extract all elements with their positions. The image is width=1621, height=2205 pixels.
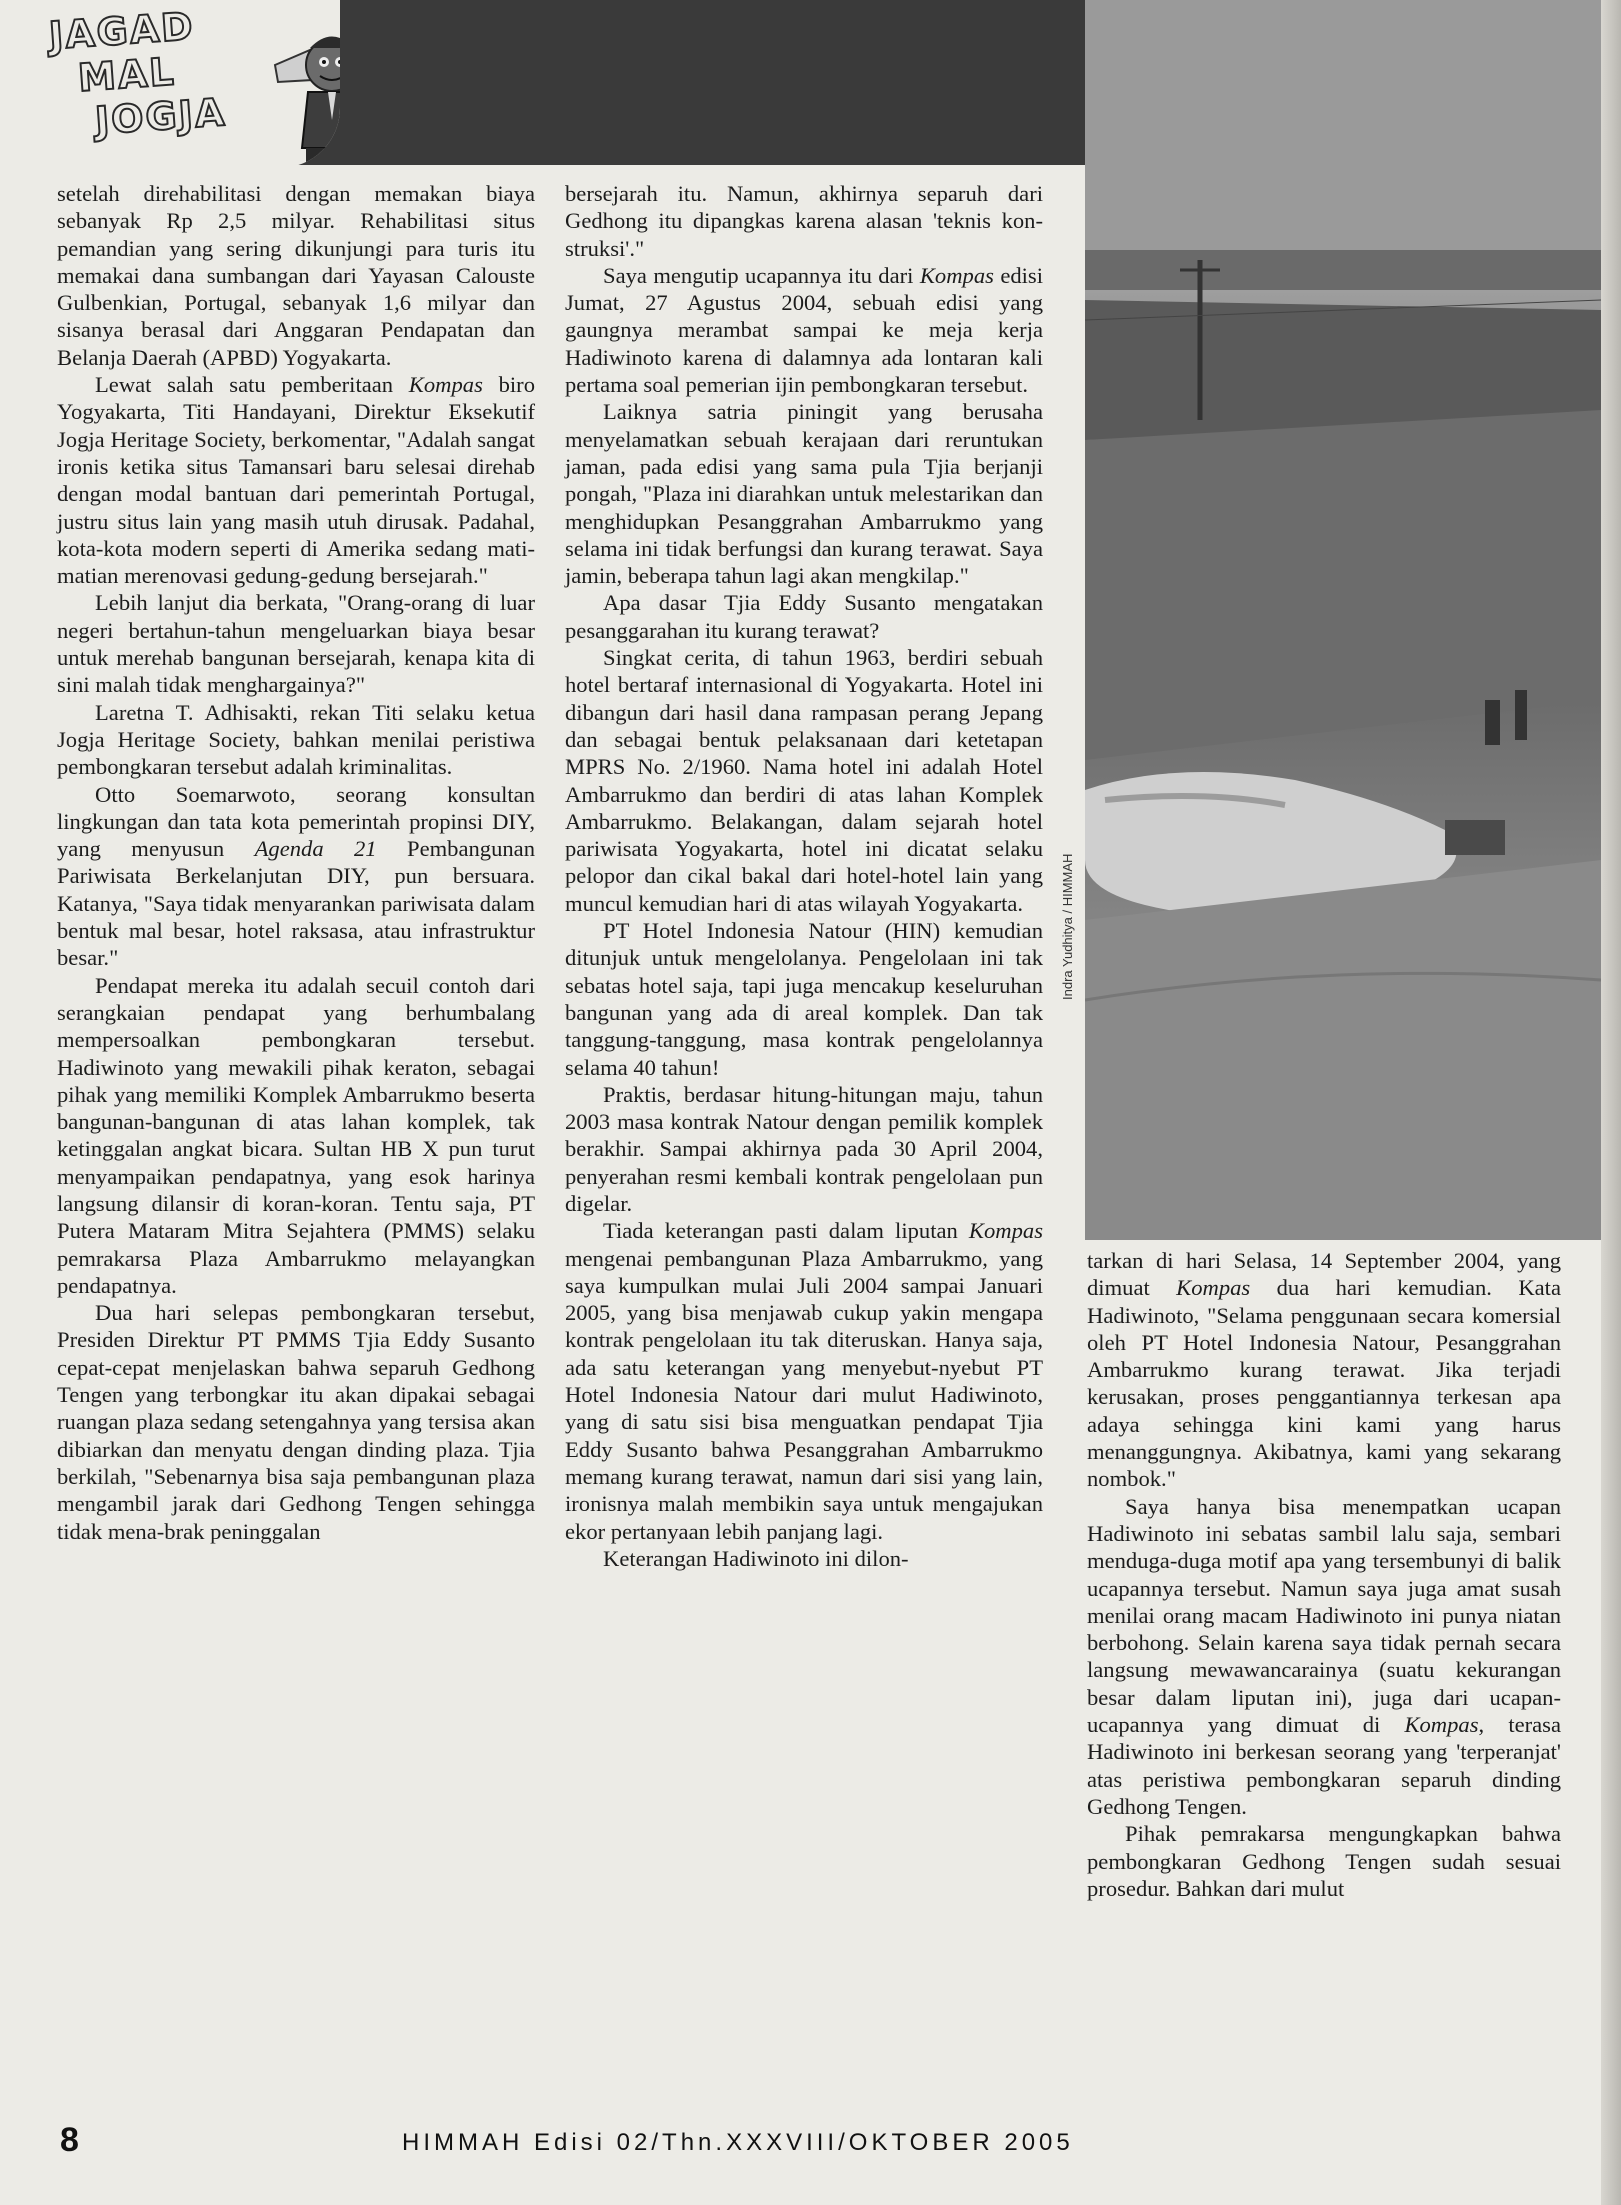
text-run: Laretna T. Adhisakti, rekan Titi selaku ketua Jogja Heritage Society, bahkan menilai peristiwa pembongkaran tersebut adalah kriminalitas.: [57, 699, 535, 780]
text-run: Laiknya satria piningit yang berusaha menyelamatkan sebuah kerajaan dari reruntukan jaman, pada edisi yang sama pula Tjia berjanji pongah, "Plaza ini diarahkan untuk melestarikan dan menghidupkan Pesanggrahan Ambarrukmo yang selama ini tidak berfungsi dan kurang terawat. Saya jamin, beberapa tahun lagi akan mengkilap.": [565, 399, 1043, 589]
text-run: Lebih lanjut dia berkata, "Orang-orang di luar negeri bertahun-tahun mengeluarkan biaya besar untuk merehab bangunan bersejarah, kenapa kita di sini malah tidak menghargainya?": [57, 590, 535, 698]
article-paragraph: [57, 781, 535, 972]
article-paragraph: [1087, 1247, 1561, 1493]
article-paragraph: [57, 699, 535, 781]
text-run: Lewat salah satu pemberitaan: [95, 372, 409, 398]
text-run: , terasa Hadiwinoto ini berkesan seorang yang 'terperanjat' atas peristiwa pembongkaran separuh dinding Gedhong Tengen.: [1087, 1712, 1561, 1819]
text-run: Keterangan Hadiwinoto ini dilon-: [603, 1545, 909, 1571]
article-paragraph: [565, 644, 1043, 917]
page-number: 8: [60, 2121, 79, 2159]
article-paragraph: [565, 917, 1043, 1081]
article-column-3: [1087, 1247, 1561, 1902]
article-paragraph: [565, 1217, 1043, 1545]
article-paragraph: [565, 589, 1043, 644]
section-logo-text: [48, 2, 228, 146]
text-run: Dua hari selepas pembongkaran tersebut, Presiden Direktur PT PMMS Tjia Eddy Susanto cepat-cepat menjelaskan bahwa separuh Gedhong Tengen yang terbongkar itu akan dipakai sebagai ruangan plaza sedang setengahnya yang tersisa akan dibiarkan dan menyatu dengan dinding plaza. Tjia berkilah, "Sebenarnya bisa saja pembangunan plaza mengambil jarak dari Gedhong Tengen sehingga tidak mena-brak peninggalan: [57, 1300, 535, 1544]
article-paragraph: [57, 589, 535, 698]
text-run: tarkan di hari Selasa, 14 September 2004, yang dimuat: [1087, 1248, 1561, 1301]
italic-run: Kompas: [1404, 1712, 1479, 1738]
photo-credit: Indra Yudhitya / HIMMAH: [1060, 853, 1075, 1000]
text-run: Otto Soemarwoto, seorang konsultan lingkungan dan tata kota pemerintah propinsi DIY, yang menyusun: [57, 781, 535, 862]
text-run: setelah direhabilitasi dengan memakan biaya sebanyak Rp 2,5 milyar. Rehabilitasi situs pemandian yang sering dikunjungi para turis itu memakai dana sumbangan dari Yayasan Calouste Gulbenkian, Portugal, sebanyak 1,6 milyar dan sisanya berasal dari Anggaran Pendapatan dan Belanja Daerah (APBD) Yogyakarta.: [57, 181, 535, 370]
logo-line: JAGAD: [47, 3, 197, 59]
article-column-1: [57, 180, 535, 1545]
article-paragraph: [565, 1545, 1043, 1572]
mascot-illustration: [270, 20, 340, 168]
article-paragraph: [565, 262, 1043, 398]
article-paragraph: [57, 371, 535, 589]
page-edge: [1601, 0, 1621, 2205]
section-logo: [0, 0, 340, 168]
text-run: PT Hotel Indonesia Natour (HIN) kemudian ditunjuk untuk mengelolanya. Pengelolaan ini tak sebatas hotel saja, tapi juga mencakup keseluruhan bangunan yang ada di areal komplek. Dan tak tanggung-tanggung, masa kontrak pengelolannya selama 40 tahun!: [565, 918, 1043, 1080]
page-footer: [0, 2115, 1601, 2175]
text-run: Pendapat mereka itu adalah secuil contoh dari serangkaian pendapat yang berhumbalang mempersoalkan pembongkaran tersebut. Hadiwinoto yang mewakili pihak keraton, sebagai pihak yang memiliki Komplek Ambarrukmo beserta bangunan-bangunan di atas lahan komplek, tak ketinggalan angkat bicara. Sultan HB X pun turut menyampaikan pendapatnya, yang esok harinya langsung dilansir di koran-koran. Tentu saja, PT Putera Mataram Mitra Sejahtera (PMMS) selaku pemrakarsa Plaza Ambarrukmo melayangkan pendapatnya.: [57, 972, 535, 1298]
article-paragraph: [57, 180, 535, 371]
text-run: edisi Jumat, 27 Agustus 2004, sebuah edisi yang gaungnya merambat sampai ke meja kerja Hadiwinoto karena di dalamnya ada lontaran kali pertama soal pemerian ijin pembongkaran tersebut.: [565, 262, 1043, 398]
text-run: mengenai pembangunan Plaza Ambarrukmo, yang saya kumpulkan mulai Juli 2004 sampai Januari 2005, yang bisa menjawab cukup yakin mengapa kontrak pengelolaan itu tak diteruskan. Hanya saja, ada satu keterangan yang menyebut-nyebut PT Hotel Indonesia Natour dari mulut Hadiwinoto, yang di satu sisi bisa menguatkan pendapat Tjia Eddy Susanto bahwa Pesanggrahan Ambarrukmo memang kurang terawat, namun dari sisi yang lain, ironisnya malah membikin saya untuk mengajukan ekor pertanyaan lebih panjang lagi.: [565, 1245, 1043, 1544]
article-paragraph: [1087, 1820, 1561, 1902]
article-paragraph: [565, 1081, 1043, 1217]
text-run: biro Yogyakarta, Titi Handayani, Direktur Eksekutif Jogja Heritage Society, berkomentar, "Adalah sangat ironis ketika situs Tamansari baru selesai direhab dengan modal bantuan dari pemerintah Portugal, justru situs lain yang masih utuh dirusak. Padahal, kota-kota modern seperti di Amerika sedang mati-matian merenovasi gedung-gedung bersejarah.": [57, 372, 535, 589]
article-paragraph: [57, 972, 535, 1300]
text-run: Pembangunan Pariwisata Berkelanjutan DIY, pun bersuara. Katanya, "Saya tidak menyarankan pariwisata dalam bentuk mal besar, hotel raksasa, atau infrastruktur besar.": [57, 836, 536, 971]
italic-run: Kompas: [408, 372, 483, 398]
text-run: Apa dasar Tjia Eddy Susanto mengatakan pesanggarahan itu kurang terawat?: [565, 590, 1043, 643]
text-run: Pihak pemrakarsa mengungkapkan bahwa pembongkaran Gedhong Tengen sudah sesuai prosedur. Bahkan dari mulut: [1087, 1821, 1561, 1901]
photo-scene: [1085, 0, 1601, 1240]
text-run: Praktis, berdasar hitung-hitungan maju, tahun 2003 masa kontrak Natour dengan pemilik komplek berakhir. Sampai akhirnya pada 30 April 2004, penyerahan resmi kembali kontrak pengelolaan pun digelar.: [565, 1081, 1043, 1216]
text-run: dua hari kemudian. Kata Hadiwinoto, "Selama penggunaan secara komersial oleh PT Hotel Indonesia Natour, Pesanggrahan Ambarrukmo kurang terawat. Jika terjadi kerusakan, proses penggantiannya terkesan apa adaya sehingga kini kami yang harus menanggungnya. Akibatnya, kami yang sekarang nombok.": [1087, 1275, 1561, 1492]
logo-line: JOGJA: [93, 89, 228, 144]
italic-run: Kompas: [968, 1218, 1043, 1244]
article-column-2: [565, 180, 1043, 1572]
article-paragraph: [565, 398, 1043, 589]
italic-run: Kompas: [1176, 1275, 1251, 1301]
article-paragraph: [565, 180, 1043, 262]
italic-run: Kompas: [919, 262, 994, 288]
publication-info: HIMMAH Edisi 02/Thn.XXXVIII/OKTOBER 2005: [402, 2129, 1074, 2156]
logo-line: MAL: [76, 49, 177, 101]
italic-run: Agenda 21: [254, 836, 377, 862]
article-paragraph: [57, 1299, 535, 1545]
construction-site-photo: [1085, 0, 1601, 1240]
text-run: bersejarah itu. Namun, akhirnya separuh dari Gedhong itu dipangkas karena alasan 'teknis kon-struksi'.": [565, 181, 1043, 261]
text-run: Saya mengutip ucapannya itu dari: [603, 262, 920, 288]
text-run: Saya hanya bisa menempatkan ucapan Hadiwinoto ini sebatas sambil lalu saja, sembari menduga-duga motif apa yang tersembunyi di balik ucapannya tersebut. Namun saya juga amat susah menilai orang macam Hadiwinoto ini punya niatan berbohong. Selain karena saya tidak pernah secara langsung mewawancarainya (suatu kekurangan besar dalam liputan ini), juga dari ucapan-ucapannya yang dimuat di: [1087, 1493, 1561, 1738]
article-paragraph: [1087, 1493, 1561, 1821]
text-run: Singkat cerita, di tahun 1963, berdiri sebuah hotel bertaraf internasional di Yogyakarta. Hotel ini dibangun dari hasil dana rampasan perang Jepang dan sebagai bentuk pelaksanaan dari ketetapan MPRS No. 2/1960. Nama hotel ini adalah Hotel Ambarrukmo dan berdiri di atas lahan Komplek Ambarrukmo. Belakangan, dalam sejarah hotel pariwisata Yogyakarta, hotel ini dicatat selaku pelopor dan cikal bakal dari hotel-hotel lain yang muncul kemudian hari di atas wilayah Yogyakarta.: [565, 645, 1043, 916]
text-run: Tiada keterangan pasti dalam liputan: [603, 1218, 969, 1244]
